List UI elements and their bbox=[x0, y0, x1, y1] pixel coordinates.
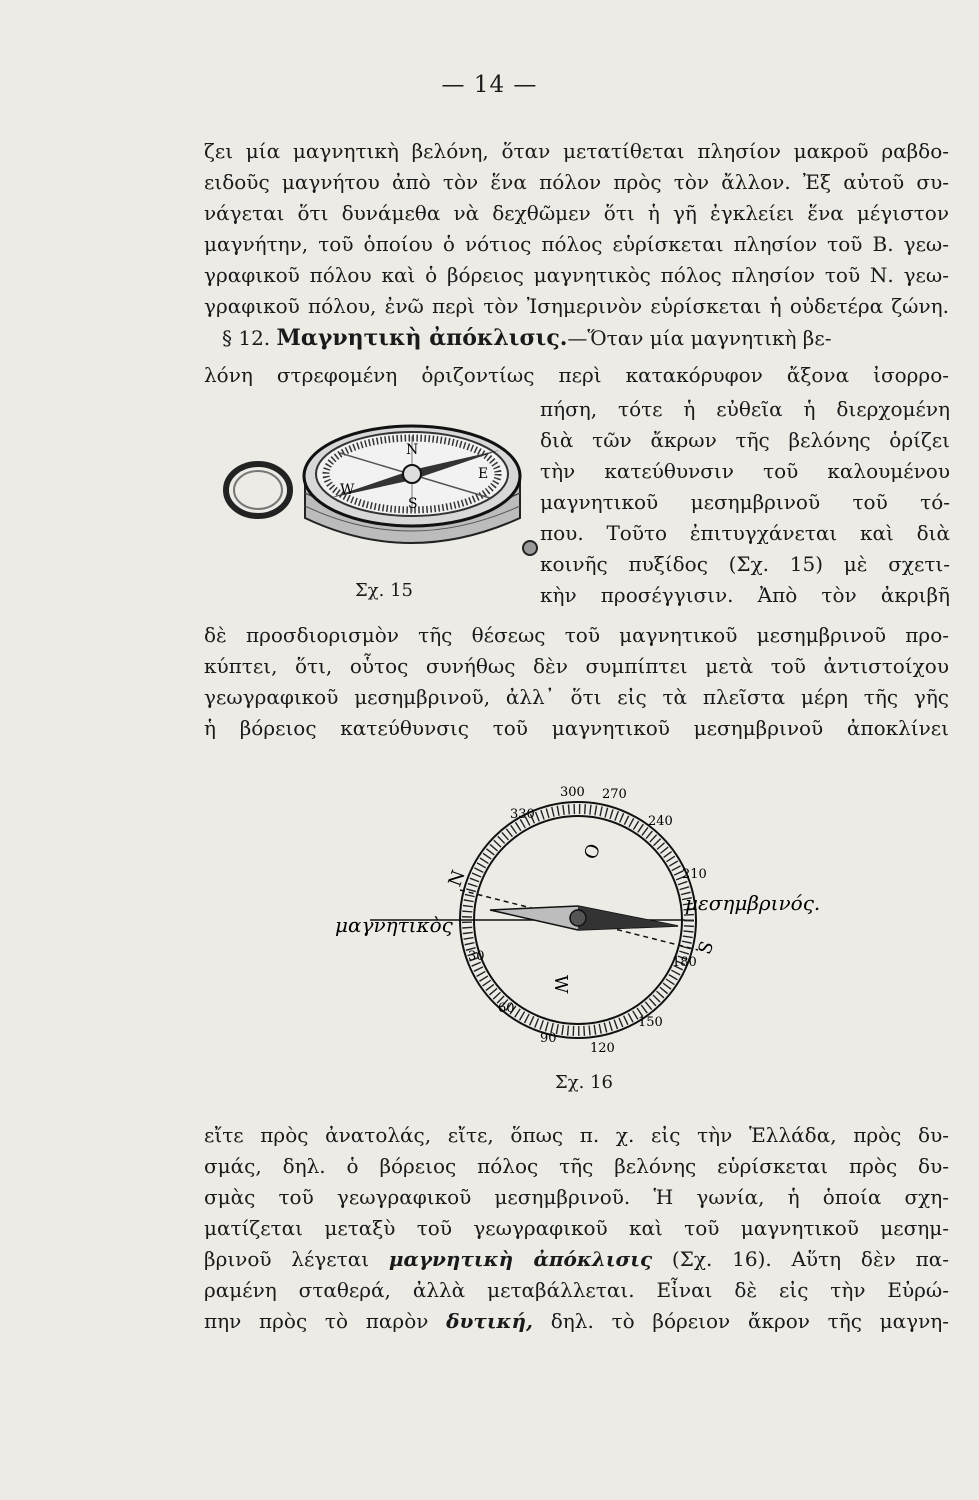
degree-label: 150 bbox=[638, 1015, 663, 1030]
text-line: γραφικοῦ πόλου καὶ ὁ βόρειος μαγνητικὸς πόλος πλησίον τοῦ Ν. γεω- bbox=[204, 263, 949, 287]
term-western: δυτική, bbox=[446, 1309, 534, 1333]
text-line bbox=[204, 1306, 949, 1337]
text-line: μαγνήτην, τοῦ ὁποίου ὁ νότιος πόλος εὑρίσκεται πλησίον τοῦ Β. γεω- bbox=[204, 232, 949, 256]
section-lead: —Ὅταν μία μαγνητικὴ βε- bbox=[567, 326, 832, 350]
text-line bbox=[204, 1244, 949, 1275]
compass-letter-o: O bbox=[580, 841, 606, 863]
section-title: Μαγνητικὴ ἀπόκλισις. bbox=[276, 325, 568, 351]
text-line: ειδοῦς μαγνήτου ἀπὸ τὸν ἕνα πόλον πρὸς τὸν ἄλλον. Ἐξ αὐτοῦ συ- bbox=[204, 170, 949, 194]
text-run: πην πρὸς τὸ παρὸν bbox=[204, 1309, 447, 1333]
paragraph-4 bbox=[204, 1120, 949, 1337]
compass-letter-w: W bbox=[340, 482, 355, 498]
text-run: (Σχ. 16). Αὕτη δὲν πα- bbox=[652, 1247, 949, 1271]
text-line: γεωγραφικοῦ μεσημβρινοῦ, ἀλλ᾽ ὅτι εἰς τὰ πλεῖστα μέρη τῆς γῆς bbox=[204, 685, 949, 709]
paragraph-2 bbox=[204, 360, 949, 391]
text-line: εἴτε πρὸς ἀνατολάς, εἴτε, ὅπως π. χ. εἰς τὴν Ἑλλάδα, πρὸς δυ- bbox=[204, 1123, 949, 1147]
text-line: ἡ βόρειος κατεύθυνσις τοῦ μαγνητικοῦ μεσημβρινοῦ ἀποκλίνει bbox=[204, 716, 949, 740]
degree-label: 90 bbox=[540, 1031, 557, 1046]
degree-label: 210 bbox=[682, 867, 707, 882]
text-line: κύπτει, ὅτι, οὗτος συνήθως δὲν συμπίπτει μετὰ τοῦ ἀντιστοίχου bbox=[204, 654, 949, 678]
figure-15-compass bbox=[210, 398, 540, 588]
degree-label: 180 bbox=[672, 955, 697, 970]
figure-16-declination bbox=[330, 780, 870, 1060]
degree-label: 330 bbox=[510, 807, 535, 822]
compass-letter-s: S bbox=[408, 496, 418, 512]
compass-letter-w: W bbox=[550, 975, 571, 994]
section-number: § 12. bbox=[222, 326, 271, 350]
compass-letter-e: E bbox=[478, 466, 489, 482]
page-number: — 14 — bbox=[441, 72, 538, 98]
text-line: που. Τοῦτο ἐπιτυγχάνεται καὶ διὰ bbox=[540, 521, 950, 545]
wrapped-text-column bbox=[540, 394, 950, 611]
text-line: πήση, τότε ἡ εὐθεῖα ἡ διερχομένη bbox=[540, 397, 950, 421]
paragraph-3 bbox=[204, 620, 949, 744]
label-magnetic: μαγνητικὸς bbox=[335, 913, 453, 937]
compass-letter-n: N bbox=[406, 442, 419, 458]
text-line: νάγεται ὅτι δυνάμεθα νὰ δεχθῶμεν ὅτι ἡ γῆ ἐγκλείει ἕνα μέγιστον bbox=[204, 201, 949, 225]
text-line: κοινῆς πυξίδος (Σχ. 15) μὲ σχετι- bbox=[540, 552, 950, 576]
text-line: ματίζεται μεταξὺ τοῦ γεωγραφικοῦ καὶ τοῦ μαγνητικοῦ μεσημ- bbox=[204, 1216, 949, 1240]
degree-label: 30 bbox=[468, 949, 485, 964]
text-run: δηλ. τὸ βόρειον ἄκρον τῆς μαγνη- bbox=[533, 1309, 949, 1333]
paragraph-1 bbox=[204, 136, 949, 322]
text-line: ραμένη σταθερά, ἀλλὰ μεταβάλλεται. Εἶναι δὲ εἰς τὴν Εὐρώ- bbox=[204, 1278, 949, 1302]
degree-label: 270 bbox=[602, 787, 627, 802]
figure-16-caption: Σχ. 16 bbox=[555, 1072, 613, 1093]
text-run: βρινοῦ λέγεται bbox=[204, 1247, 389, 1271]
degree-label: 300 bbox=[560, 785, 585, 800]
degree-label: 120 bbox=[590, 1041, 615, 1056]
compass-letter-s: S bbox=[694, 938, 719, 958]
compass-letter-n: N bbox=[444, 867, 470, 890]
degree-label: 60 bbox=[498, 1001, 515, 1016]
figure-15-caption: Σχ. 15 bbox=[355, 580, 413, 601]
label-meridian: μεσημβρινός. bbox=[685, 891, 821, 915]
term-magnetic-declination: μαγνητικὴ ἀπόκλισις bbox=[388, 1247, 653, 1271]
text-line: μαγνητικοῦ μεσημβρινοῦ τοῦ τό- bbox=[540, 490, 950, 514]
text-line: τὴν κατεύθυνσιν τοῦ καλουμένου bbox=[540, 459, 950, 483]
text-line: λόνη στρεφομένη ὁριζοντίως περὶ κατακόρυφον ἄξονα ἰσορρο- bbox=[204, 363, 949, 387]
text-line: διὰ τῶν ἄκρων τῆς βελόνης ὁρίζει bbox=[540, 428, 950, 452]
degree-label: 240 bbox=[648, 814, 673, 829]
text-line: κὴν προσέγγισιν. Ἀπὸ τὸν ἀκριβῆ bbox=[540, 583, 950, 607]
text-line: δὲ προσδιορισμὸν τῆς θέσεως τοῦ μαγνητικοῦ μεσημβρινοῦ προ- bbox=[204, 623, 949, 647]
text-line: σμάς, δηλ. ὁ βόρειος πόλος τῆς βελόνης εὑρίσκεται πρὸς δυ- bbox=[204, 1154, 949, 1178]
section-heading bbox=[222, 323, 948, 354]
text-line: γραφικοῦ πόλου, ἐνῶ περὶ τὸν Ἰσημερινὸν εὑρίσκεται ἡ οὐδετέρα ζώνη. bbox=[204, 294, 949, 318]
text-line: σμὰς τοῦ γεωγραφικοῦ μεσημβρινοῦ. Ἡ γωνία, ἡ ὁποία σχη- bbox=[204, 1185, 949, 1209]
text-line: ζει μία μαγνητικὴ βελόνη, ὅταν μετατίθεται πλησίον μακροῦ ραβδο- bbox=[204, 139, 949, 163]
